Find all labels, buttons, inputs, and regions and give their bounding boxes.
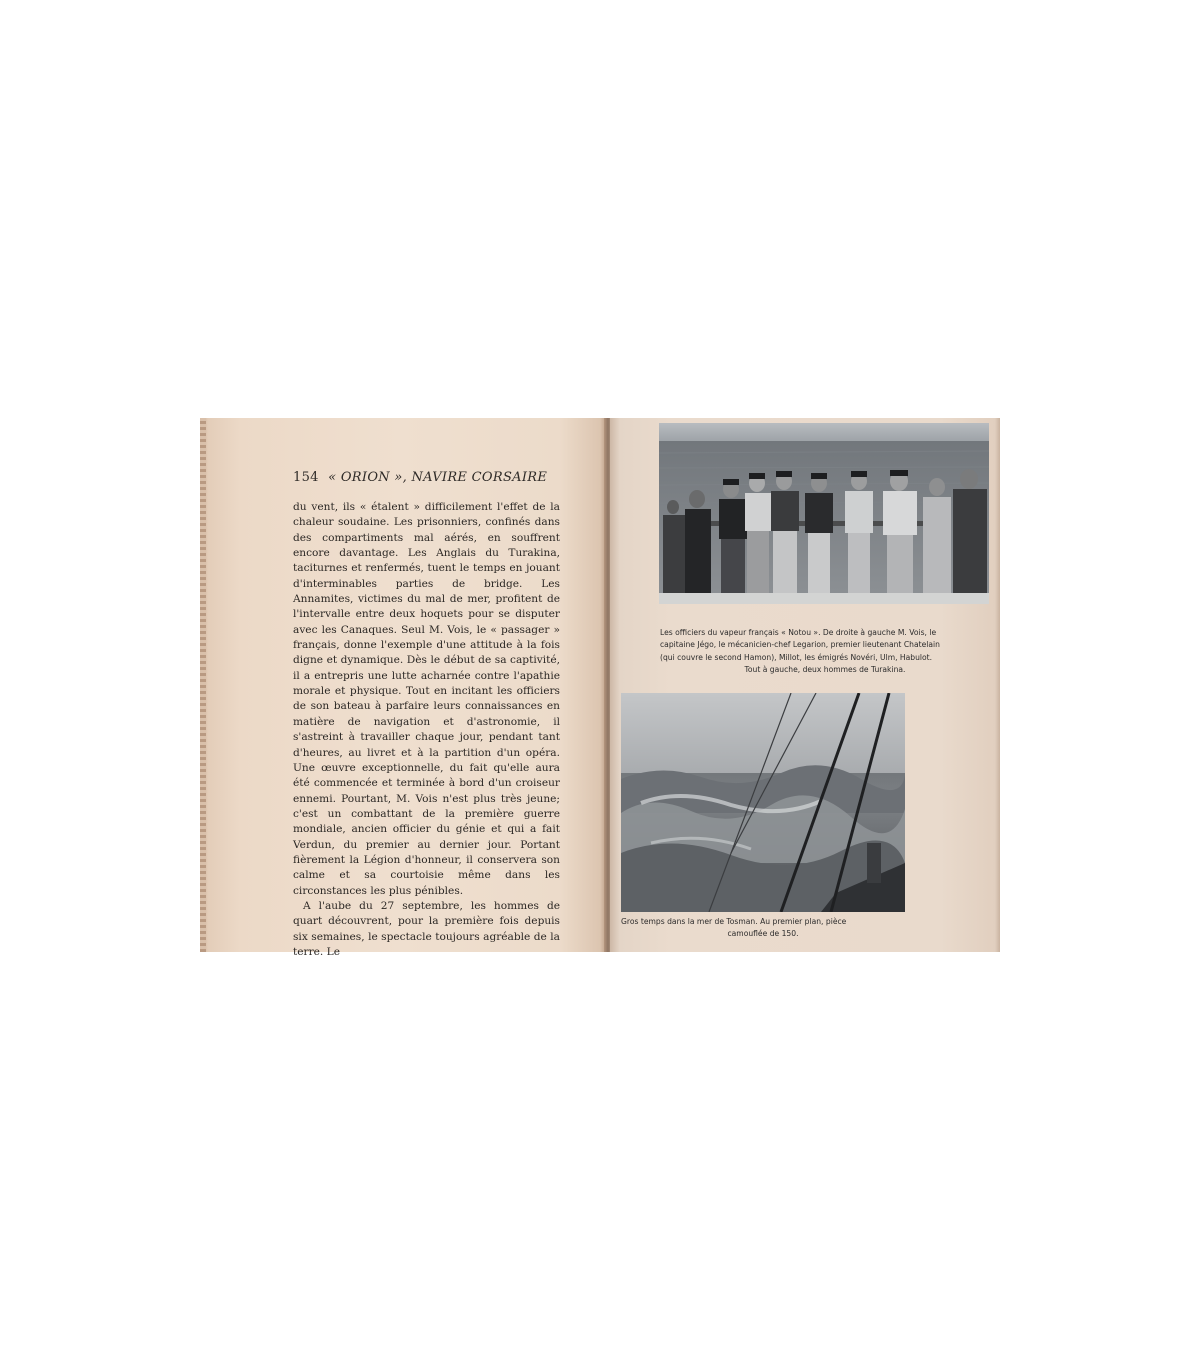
book-spread bbox=[200, 418, 1000, 958]
caption-line: capitaine Jégo, le mécanicien-chef Legarion, premier lieutenant Chatelain bbox=[660, 640, 940, 650]
caption-line: Les officiers du vapeur français « Notou ». De droite à gauche M. Vois, le bbox=[660, 628, 937, 637]
paragraph: du vent, ils « étalent » difficilement l'effet de la chaleur soudaine. Les prisonniers, confinés dans des compartiments mal aérés, en souffrent encore davantage. Les Anglais du Turakina, taciturnes et renfermés, tuent le temps en jouant d'interminables parties de bridge. Les Annamites, victimes du mal de mer, profitent de l'intervalle entre deux hoquets pour se disputer avec les Canaques. Seul M. Vois, le « passager » français, donne l'exemple d'une attitude à la fois digne et dynamique. Dès le début de sa captivité, il a entrepris une lutte acharnée contre l'apathie morale et physique. Tout en incitant les officiers de son bateau à parfaire leurs connaissances en matière de navigation et d'astronomie, il s'astreint à travailler chaque jour, pendant tant d'heures, au livret et à la partition d'un opéra. Une œuvre exceptionnelle, du fait qu'elle aura été commencée et terminée à bord d'un croiseur ennemi. Pourtant, M. Vois n'est plus très jeune; c'est un combattant de la première guerre mondiale, ancien officier du génie et qui a fait Verdun, du premier au dernier jour. Portant fièrement la Légion d'honneur, il conservera son calme et sa courtoisie même dans les circonstances les plus pénibles. bbox=[293, 501, 560, 897]
caption-line: Tout à gauche, deux hommes de Turakina. bbox=[744, 665, 906, 675]
page-edge bbox=[200, 418, 206, 952]
rough-sea-photo bbox=[621, 693, 905, 912]
body-text bbox=[293, 500, 560, 960]
page-number: 154 bbox=[293, 470, 319, 485]
caption-line: camouflée de 150. bbox=[727, 929, 799, 939]
running-title: « ORION », NAVIRE CORSAIRE bbox=[328, 470, 548, 485]
officers-caption bbox=[660, 627, 990, 677]
left-page bbox=[200, 418, 606, 958]
caption-line: (qui couvre le second Hamon), Millot, les émigrés Novéri, Ulm, Habulot. bbox=[660, 652, 933, 662]
officers-photo bbox=[659, 423, 989, 604]
paragraph: A l'aube du 27 septembre, les hommes de quart découvrent, pour la première fois depuis six semaines, le spectacle toujours agréable de la terre. Le bbox=[293, 899, 560, 958]
sea-caption bbox=[621, 916, 905, 941]
running-head bbox=[293, 470, 583, 490]
caption-line: Gros temps dans la mer de Tosman. Au premier plan, pièce bbox=[621, 917, 847, 926]
